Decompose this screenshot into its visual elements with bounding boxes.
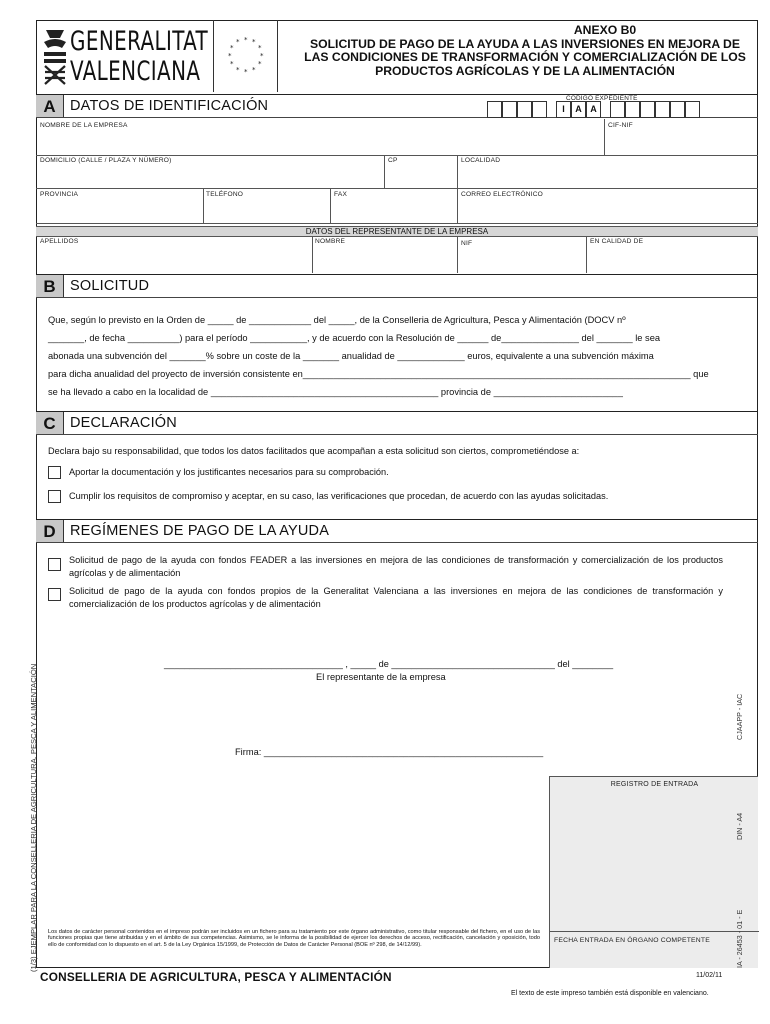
form-title-block xyxy=(300,24,750,78)
nif-label: NIF xyxy=(461,240,473,247)
provincia-label: PROVINCIA xyxy=(40,191,79,198)
codigo-cell[interactable] xyxy=(487,101,502,118)
cif-nif-field[interactable] xyxy=(606,130,756,154)
calidad-field[interactable] xyxy=(588,247,756,272)
codigo-cell[interactable] xyxy=(640,101,655,118)
section-d-header xyxy=(36,519,758,543)
codigo-expediente-label: CÓDIGO EXPEDIENTE xyxy=(566,95,638,102)
registro-entrada-box xyxy=(549,776,758,968)
nombre-label: NOMBRE xyxy=(315,238,346,245)
nif-field[interactable] xyxy=(459,247,584,272)
svg-text:*: * xyxy=(258,60,262,68)
registro-title: REGISTRO DE ENTRADA xyxy=(610,781,699,788)
localidad-label: LOCALIDAD xyxy=(461,157,501,164)
solicitud-line: Que, según lo previsto en la Orden de _____ de ____________ del _____, de la Conselleria de Agricultura, Pesca y Alimentación (DOCV nº xyxy=(48,315,626,325)
apellidos-field[interactable] xyxy=(38,247,310,272)
eu-flag xyxy=(214,20,278,92)
side-text-right-bottom: IA - 26453 - 01 - E xyxy=(735,909,744,968)
section-c-header xyxy=(36,411,758,435)
declaracion-item: Cumplir los requisitos de compromiso y aceptar, en su caso, las verificaciones que procedan, de acuerdo con las ayudas solicitadas. xyxy=(69,491,609,501)
regimen-checkbox-gv[interactable] xyxy=(48,588,61,601)
logo-line1: GENERALITAT xyxy=(70,26,209,57)
nombre-empresa-field[interactable] xyxy=(38,130,602,154)
section-letter: C xyxy=(36,412,64,434)
telefono-label: TELÉFONO xyxy=(206,191,244,198)
declaracion-checkbox-1[interactable] xyxy=(48,466,61,479)
declaracion-intro: Declara bajo su responsabilidad, que todos los datos facilitados que acompañan a esta solicitud son ciertos, comprometiéndose a: xyxy=(48,446,580,456)
bat-emblem-icon xyxy=(42,26,68,88)
section-letter: D xyxy=(36,520,64,542)
declaracion-checkbox-2[interactable] xyxy=(48,490,61,503)
provincia-field[interactable] xyxy=(38,199,201,222)
svg-text:*: * xyxy=(230,44,234,52)
side-text-right-mid: DIN - A4 xyxy=(735,812,744,840)
regimen-item: Solicitud de pago de la ayuda con fondos propios de la Generalitat Valenciana a las inversiones en mejora de las condiciones de transformación y comercialización de los productos agrícolas y de alimentación xyxy=(69,586,723,609)
svg-text:*: * xyxy=(228,52,232,60)
cif-nif-label: CIF-NIF xyxy=(608,122,633,129)
logo-line2: VALENCIANA xyxy=(70,56,201,87)
solicitud-line: se ha llevado a cabo en la localidad de ____________________________________________ provincia de _________________________ xyxy=(48,387,623,397)
codigo-cell[interactable] xyxy=(502,101,517,118)
svg-text:*: * xyxy=(244,36,248,44)
section-title: DECLARACIÓN xyxy=(70,415,177,431)
correo-field[interactable] xyxy=(459,199,756,222)
codigo-cell[interactable] xyxy=(517,101,532,118)
codigo-cell[interactable]: I xyxy=(556,101,571,118)
section-title: SOLICITUD xyxy=(70,278,150,294)
fax-field[interactable] xyxy=(332,199,455,222)
svg-text:*: * xyxy=(236,38,240,46)
privacy-notice: Los datos de carácter personal contenidos en el impreso podrán ser incluidos en un fichero para su tratamiento por este órgano administrativo, como titular responsable del fichero, en el uso de las funciones propias que tiene atribuidas y en el ámbito de sus competencias. Asimismo, se le informa de la posibilidad de ejercer los derechos de acceso, rectificación, cancelación y oposición, todo ello de conformidad con lo dispuesto en el art. 5 de la Ley Orgánica 15/1999, de Protección de Datos de Carácter Personal (BOE nº 298, de 14/12/99). xyxy=(48,929,540,948)
apellidos-label: APELLIDOS xyxy=(40,238,79,245)
domicilio-label: DOMICILIO (CALLE / PLAZA Y NÚMERO) xyxy=(40,157,172,164)
side-text-right-top: CJAAPP - IAC xyxy=(735,693,744,740)
svg-text:*: * xyxy=(258,44,262,52)
declaracion-item: Aportar la documentación y los justificantes necesarios para su comprobación. xyxy=(69,467,389,477)
representante-title: DATOS DEL REPRESENTANTE DE LA EMPRESA xyxy=(36,226,758,237)
valenciano-notice: El texto de este impreso también está disponible en valenciano. xyxy=(511,990,709,997)
correo-label: CORREO ELECTRÓNICO xyxy=(461,191,544,198)
solicitud-line: abonada una subvención del _______% sobre un coste de la _______ anualidad de _____________ euros, equivalente a una subvención máxima xyxy=(48,351,654,361)
cp-label: CP xyxy=(388,157,398,164)
section-title: DATOS DE IDENTIFICACIÓN xyxy=(70,98,269,114)
telefono-field[interactable] xyxy=(205,199,328,222)
codigo-cell[interactable] xyxy=(610,101,625,118)
section-title: REGÍMENES DE PAGO DE LA AYUDA xyxy=(70,523,330,539)
svg-text:*: * xyxy=(244,68,248,76)
svg-text:*: * xyxy=(252,38,256,46)
cp-field[interactable] xyxy=(386,165,455,187)
domicilio-field[interactable] xyxy=(38,165,382,187)
regimen-checkbox-feader[interactable] xyxy=(48,558,61,571)
codigo-cell[interactable] xyxy=(655,101,670,118)
svg-text:*: * xyxy=(236,66,240,74)
nombre-empresa-label: NOMBRE DE LA EMPRESA xyxy=(40,122,128,129)
eu-stars-icon xyxy=(224,34,268,78)
section-letter: A xyxy=(36,95,64,117)
codigo-cell[interactable]: A xyxy=(586,101,601,118)
nombre-field[interactable] xyxy=(314,247,455,272)
codigo-cell[interactable]: A xyxy=(571,101,586,118)
svg-text:*: * xyxy=(252,66,256,74)
solicitud-line: _______, de fecha __________) para el período ___________, y de acuerdo con la Resolución de ______ de_______________ del _______ le sea xyxy=(48,333,661,343)
section-b-header xyxy=(36,274,758,298)
solicitud-line: para dicha anualidad del proyecto de inversión consistente en___________________________________________________________________________ que xyxy=(48,369,709,379)
form-title: SOLICITUD DE PAGO DE LA AYUDA A LAS INVERSIONES EN MEJORA DE LAS CONDICIONES DE TRANSFORMACIÓN Y COMERCIALIZACIÓN DE LOS PRODUCTOS AGRÍCOLAS Y DE LA ALIMENTACIÓN xyxy=(304,36,746,78)
logo xyxy=(36,20,214,92)
representante-label: El representante de la empresa xyxy=(316,672,446,682)
localidad-field[interactable] xyxy=(459,165,756,187)
regimen-item: Solicitud de pago de la ayuda con fondos FEADER a las inversiones en mejora de las condiciones de transformación y comercialización de los productos agrícolas y de alimentación xyxy=(69,555,723,578)
section-letter: B xyxy=(36,275,64,297)
svg-text:*: * xyxy=(260,52,264,60)
fax-label: FAX xyxy=(334,191,348,198)
fecha-entrada-label: FECHA ENTRADA EN ÓRGANO COMPETENTE xyxy=(554,937,710,944)
codigo-cell[interactable] xyxy=(685,101,700,118)
annex-label: ANEXO B0 xyxy=(573,23,637,37)
conselleria-footer: CONSELLERIA DE AGRICULTURA, PESCA Y ALIMENTACIÓN xyxy=(40,970,392,984)
svg-text:*: * xyxy=(230,60,234,68)
codigo-cell[interactable] xyxy=(625,101,640,118)
codigo-cell[interactable] xyxy=(532,101,547,118)
footer-date: 11/02/11 xyxy=(696,972,723,979)
calidad-label: EN CALIDAD DE xyxy=(590,238,644,245)
firma-field[interactable]: Firma: ______________________________________________________ xyxy=(235,747,544,757)
side-text-left: (1/3) EJEMPLAR PARA LA CONSELLERIA DE AGRICULTURA, PESCA Y ALIMENTACIÓN xyxy=(29,663,38,972)
codigo-cell[interactable] xyxy=(670,101,685,118)
signature-date-line[interactable]: ___________________________________ , _____ de ________________________________ del ________ xyxy=(164,659,614,669)
